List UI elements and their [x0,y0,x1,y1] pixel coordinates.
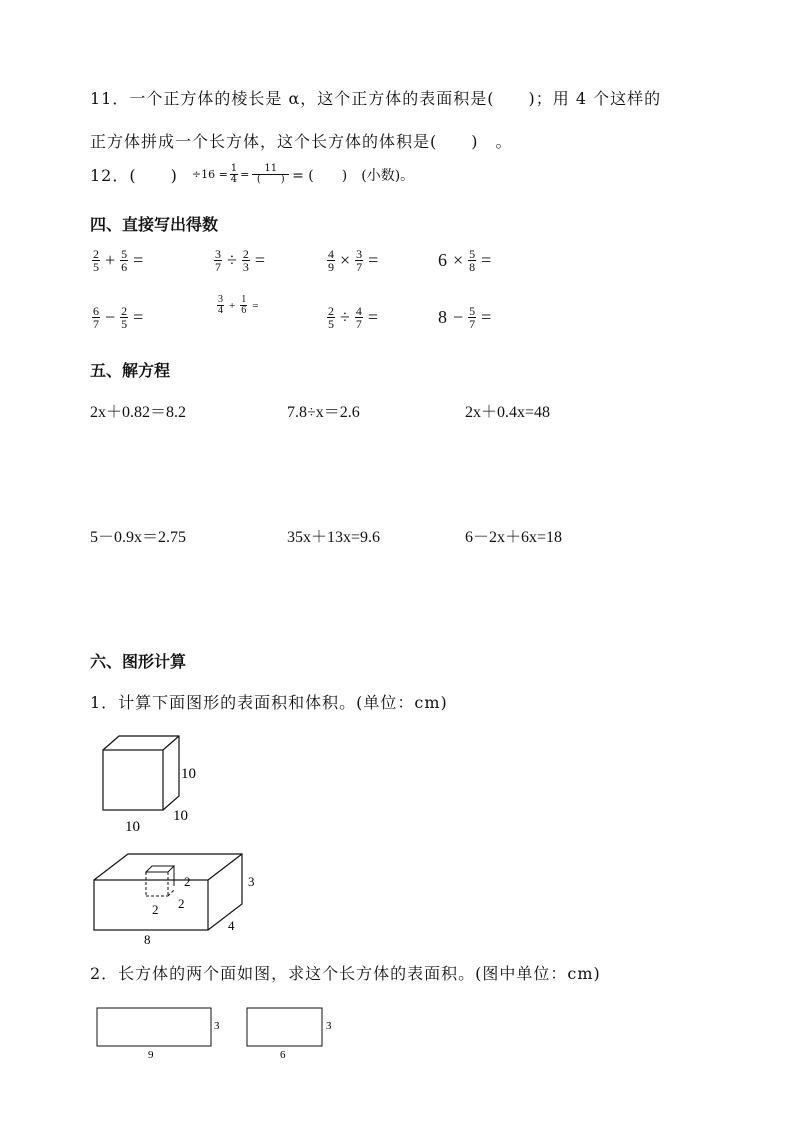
operator: ÷ [227,250,237,270]
equation-1: 2x＋0.82＝8.2 [90,404,187,421]
fraction-b-denominator: 6 [241,305,247,316]
arithmetic-problem [325,305,381,330]
fraction-a-numerator: 2 [328,304,334,318]
fraction-a-denominator: 7 [215,260,221,274]
section5-title: 五、解方程 [90,361,171,380]
fraction-a-denominator: 7 [93,317,99,331]
q11-line2: 正方体拼成一个长方体，这个长方体的体积是( ) 。 [90,132,513,151]
face-rect-2 [247,1008,322,1046]
q12-fraction-1 [230,164,238,185]
fraction-b-numerator: 1 [241,294,247,305]
section6-title: 六、图形计算 [90,652,187,671]
fraction-a [92,305,100,330]
hole-cube [146,866,174,896]
fraction-b-numerator: 3 [356,247,363,261]
fraction-a-denominator: 4 [218,305,223,316]
cube-figure [95,730,215,836]
fraction-b [120,248,128,273]
operator: − [453,307,464,327]
hole-height-label: 2 [184,874,191,889]
q12-frac2-num: 11 [252,164,289,175]
arithmetic-problem [438,305,494,330]
fraction-a-numerator: 4 [328,247,334,261]
cube-width-label: 10 [125,819,140,835]
fraction-b-denominator: 5 [121,317,128,331]
box-width-label: 4 [228,918,235,933]
face1-width-label: 9 [148,1049,154,1061]
face1-height-label: 3 [214,1020,220,1032]
equals-sign: = [481,307,492,327]
arithmetic-problem [90,248,146,273]
q12-div16: ÷16 = [191,168,228,181]
operator: ÷ [340,307,350,327]
box-top-edge [208,854,242,880]
q12-frac1-num: 1 [230,163,238,174]
cube-back-edges [103,736,179,810]
q12-eq2: = ( ) (小数)。 [292,167,415,184]
arithmetic-problem [212,248,268,273]
operator: × [453,250,464,270]
fraction-a [214,248,222,273]
fraction-b-denominator: 8 [469,260,476,274]
hole-width-label: 2 [152,902,159,917]
fraction-b-numerator: 2 [242,247,249,261]
q12-fraction-2 [252,164,289,185]
fraction-b-numerator: 2 [121,304,128,318]
fraction-a [92,248,100,273]
equals-sign: = [254,250,266,270]
fraction-a-numerator: 2 [93,247,99,261]
cube-front-face [103,750,163,810]
cube-top-edge [163,736,179,750]
fraction-a-denominator: 9 [328,260,334,274]
operator: × [340,250,351,270]
fraction-b-denominator: 7 [355,317,362,331]
fraction-b-numerator: 5 [469,304,476,318]
section6-q2: 2．长方体的两个面如图，求这个长方体的表面积。(图中单位：cm) [90,964,601,983]
fraction-a-numerator: 6 [93,304,99,318]
fraction-b-denominator: 3 [242,260,249,274]
cube-depth-label: 10 [173,808,188,824]
hole-depth-label: 2 [178,896,185,911]
fraction-a-numerator: 3 [218,294,223,305]
fraction-b [120,305,128,330]
fraction-b-denominator: 6 [121,260,128,274]
section4-title: 四、直接写出得数 [90,215,219,234]
fraction-a [327,248,335,273]
equals-sign: = [367,307,379,327]
equation-6: 6－2x＋6x=18 [465,529,563,546]
face2-width-label: 6 [280,1049,286,1061]
arithmetic-problem [325,248,381,273]
box-height-label: 3 [248,874,255,889]
fraction-b [355,305,363,330]
q12-frac1-den: 4 [230,174,238,185]
equals-sign: = [252,299,259,312]
box-length-label: 8 [144,932,151,947]
arithmetic-problem [215,295,261,316]
fraction-b [468,248,476,273]
fraction-a-denominator: 5 [328,317,334,331]
fraction-b [468,305,476,330]
face-rect-1 [97,1008,211,1046]
q12 [90,163,414,186]
fraction-a-denominator: 5 [93,260,99,274]
equals-sign: = [133,250,144,270]
fraction-b-denominator: 7 [356,260,363,274]
fraction-b-numerator: 5 [469,247,476,261]
equals-sign: = [368,250,379,270]
whole-number: 6 [438,250,447,270]
operator: + [105,250,116,270]
arithmetic-problem [90,305,146,330]
operator: − [105,307,116,327]
fraction-b-numerator: 4 [355,304,362,318]
fraction-b-denominator: 7 [469,317,476,331]
equation-2: 7.8÷x＝2.6 [287,404,360,421]
q12-frac2-den: ( ) [256,174,285,185]
fraction-b [240,295,247,316]
whole-number: 8 [438,307,447,327]
q12-eq1: = [240,168,250,181]
operator: + [229,299,236,312]
fraction-a [327,305,335,330]
faces-figure [90,1003,350,1067]
box-front-face [94,880,208,930]
section6-q1: 1．计算下面图形的表面积和体积。(单位：cm) [90,693,448,712]
cube-height-label: 10 [181,766,196,782]
box-figure [88,848,268,948]
fraction-b [355,248,363,273]
q12-lead: 12．( ) [90,166,178,185]
q11-line1: 11．一个正方体的棱长是 α，这个正方体的表面积是( )；用 4 个这样的 [90,89,662,108]
fraction-b-numerator: 5 [121,247,128,261]
fraction-a-numerator: 3 [215,247,221,261]
fraction-a [217,295,224,316]
fraction-b [242,248,250,273]
equation-3: 2x＋0.4x=48 [465,404,551,421]
equation-4: 5－0.9x＝2.75 [90,529,187,546]
face2-height-label: 3 [326,1020,332,1032]
equals-sign: = [481,250,492,270]
arithmetic-problem [438,248,494,273]
equals-sign: = [133,307,144,327]
equation-5: 35x＋13x=9.6 [287,529,381,546]
